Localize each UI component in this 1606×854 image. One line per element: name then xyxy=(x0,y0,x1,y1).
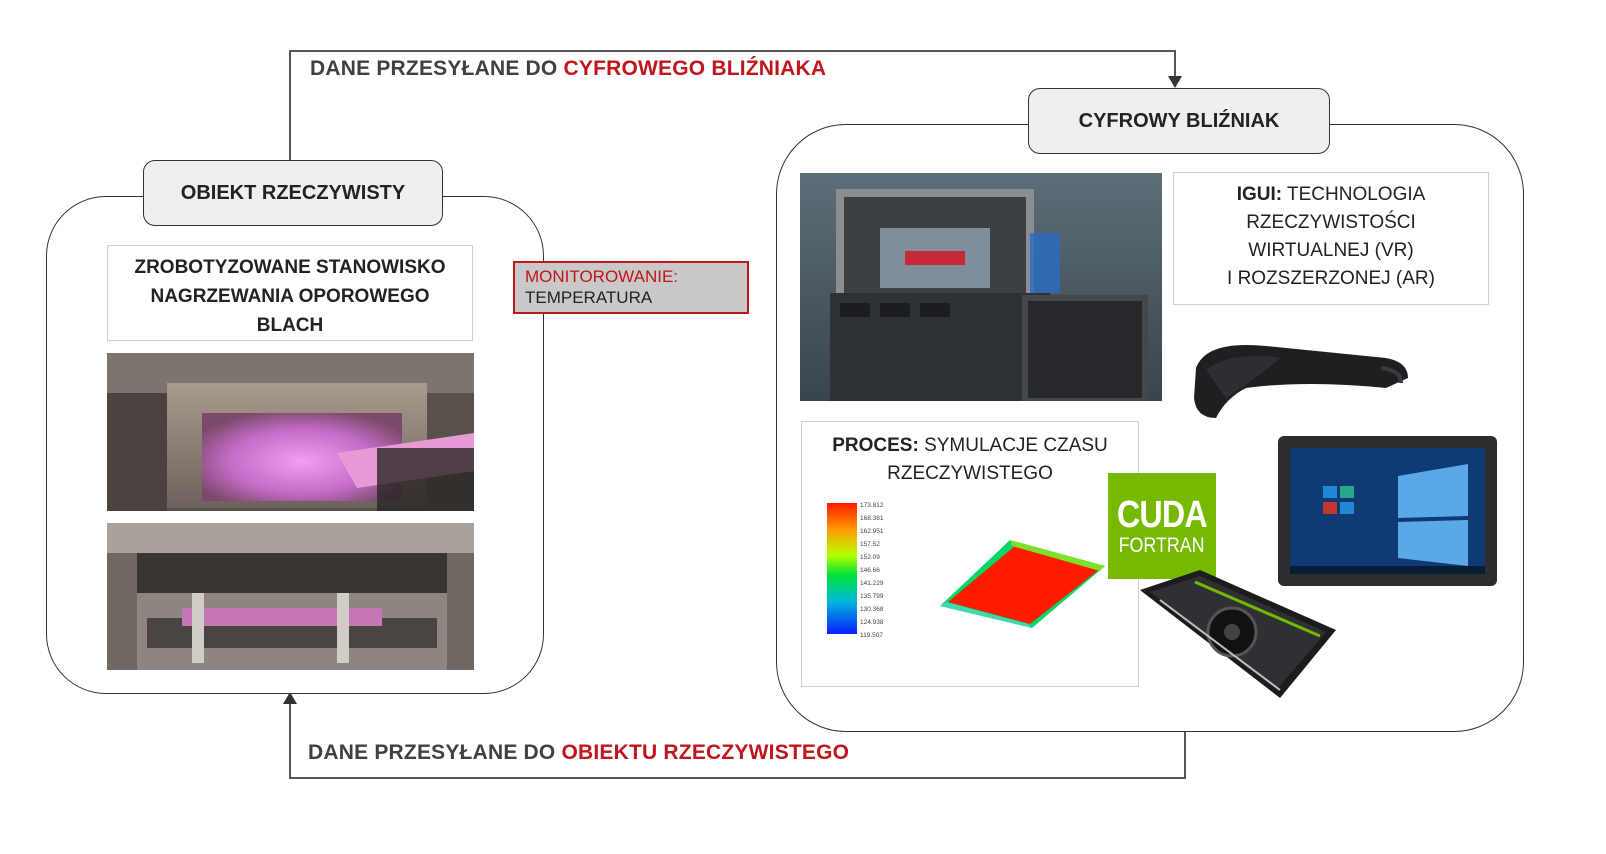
cuda-fortran-logo xyxy=(1108,473,1216,579)
legend-value: 168.381 xyxy=(860,515,884,522)
physical-station-caption xyxy=(107,245,473,341)
igui-line-3: WIRTUALNEJ (VR) xyxy=(1248,240,1414,261)
flow-label-to-physical-object: DANE PRZESYŁANE DO OBIEKTU RZECZYWISTEGO xyxy=(308,741,850,764)
process-line-1: SYMULACJE CZASU xyxy=(918,435,1108,456)
igui-caption xyxy=(1173,172,1489,305)
igui-line-2: RZECZYWISTOŚCI xyxy=(1246,212,1416,233)
virtual-station-render xyxy=(800,173,1162,401)
legend-value: 152.09 xyxy=(860,554,880,561)
cuda-text: CUDA xyxy=(1117,494,1207,536)
heating-station-photo xyxy=(107,353,474,511)
arrow-down-icon xyxy=(1168,76,1182,88)
igui-label: IGUI: xyxy=(1236,184,1283,205)
process-label: PROCES: xyxy=(832,435,919,456)
flow-line-top-vertical-left xyxy=(289,50,291,160)
tablet-image xyxy=(1278,436,1497,586)
caption-line-1: ZROBOTYZOWANE STANOWISKO xyxy=(134,257,446,278)
legend-value: 162.951 xyxy=(860,528,884,535)
monitoring-box xyxy=(513,261,749,314)
legend-value: 135.799 xyxy=(860,593,884,600)
flow-line-bottom-vertical-left xyxy=(289,700,291,778)
legend-labels xyxy=(860,499,900,639)
ar-headset-image xyxy=(1186,328,1416,428)
gpu-card-image xyxy=(1140,570,1336,698)
monitoring-value: TEMPERATURA xyxy=(525,288,653,307)
simulated-sheet-plate xyxy=(940,538,1110,630)
legend-value: 173.812 xyxy=(860,502,884,509)
flow-label-to-digital-twin: DANE PRZESYŁANE DO CYFROWEGO BLIŹNIAKA xyxy=(310,57,827,80)
process-line-2: RZECZYWISTEGO xyxy=(887,463,1053,484)
legend-value: 119.507 xyxy=(860,632,884,639)
flow-line-bottom-horizontal xyxy=(289,777,1186,779)
legend-value: 146.66 xyxy=(860,567,880,574)
temperature-color-legend xyxy=(827,503,857,634)
press-station-photo xyxy=(107,523,474,670)
monitoring-label: MONITOROWANIE: xyxy=(525,267,678,286)
legend-value: 130.368 xyxy=(860,606,884,613)
legend-value: 157.52 xyxy=(860,541,880,548)
legend-value: 124.938 xyxy=(860,619,884,626)
caption-line-2: NAGRZEWANIA OPOROWEGO xyxy=(150,286,430,307)
fortran-text: FORTRAN xyxy=(1119,534,1205,557)
flow-line-top-horizontal xyxy=(289,50,1176,52)
igui-line-4: I ROZSZERZONEJ (AR) xyxy=(1227,268,1435,289)
igui-line-1: TECHNOLOGIA xyxy=(1282,184,1426,205)
flow-line-bottom-vertical-right xyxy=(1184,730,1186,779)
physical-object-title: OBIEKT RZECZYWISTY xyxy=(143,160,443,226)
caption-line-3: BLACH xyxy=(256,315,324,336)
legend-value: 141.229 xyxy=(860,580,884,587)
digital-twin-title: CYFROWY BLIŹNIAK xyxy=(1028,88,1330,154)
